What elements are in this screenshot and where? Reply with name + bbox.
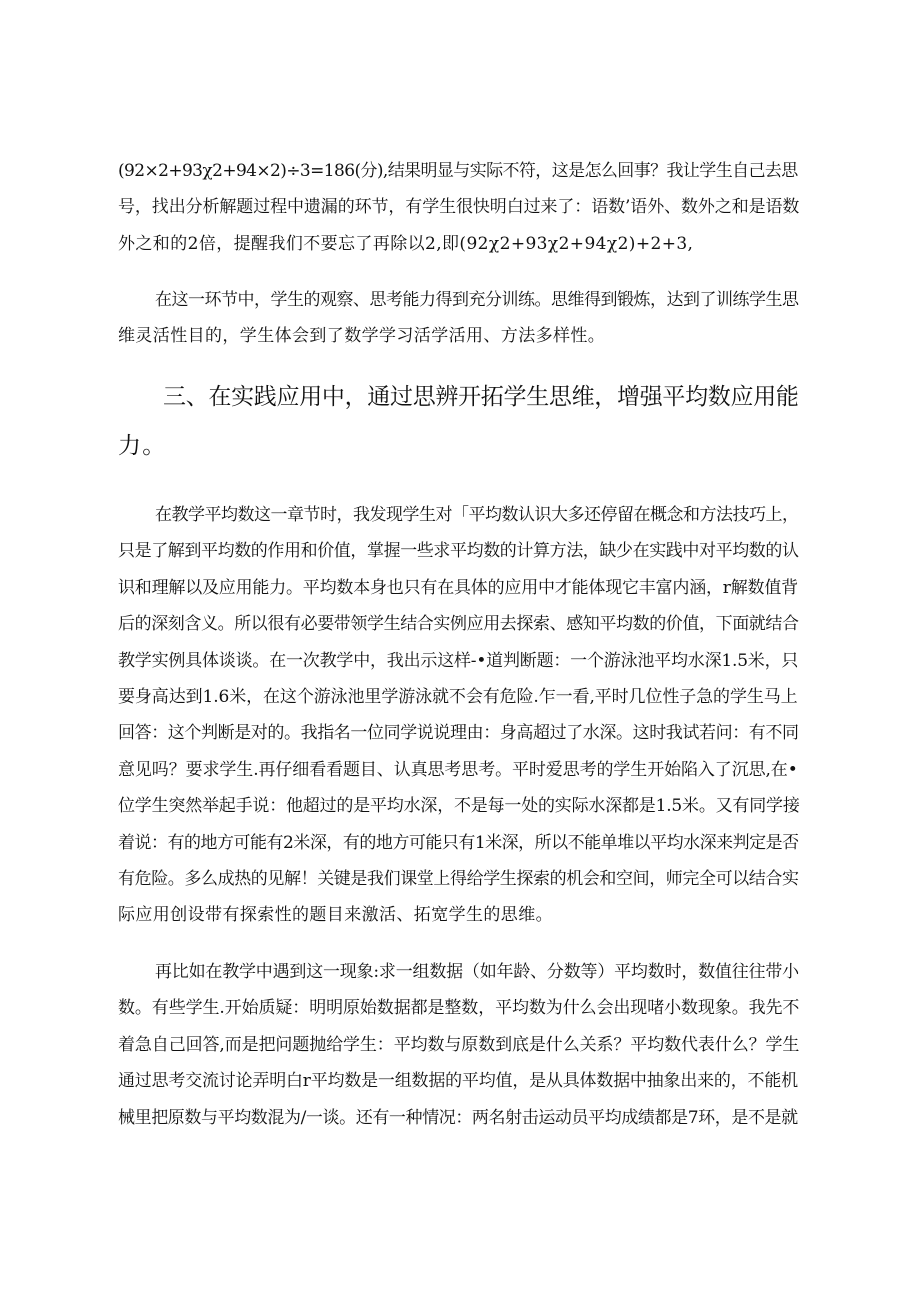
text-line: 械里把原数与平均数混为/一谈。还有一种情况：两名射击运动员平均成绩都是7环，是不是就 — [118, 1108, 798, 1128]
text-line: 着说：有的地方可能有2米深，有的地方可能只有1米深，所以不能单堆以平均水深来判定是否 — [118, 833, 799, 853]
text-line: 际应用创设带有探索性的题目来激活、拓宽学生的思维。 — [118, 905, 553, 925]
heading-line: 力。 — [118, 433, 167, 459]
text-line: 要身高达到1.6米，在这个游泳池里学游泳就不会有危险.乍一看,平时几位性子急的学生马上 — [118, 687, 798, 707]
text-line: 外之和的2倍，提醒我们不要忘了再除以2,即(92χ2+93χ2+94χ2)+2+3, — [118, 234, 694, 254]
text-line: 在教学平均数这一章节时，我发现学生对「平均数认识大多还停留在概念和方法技巧上， — [155, 505, 799, 525]
text-line: 识和理解以及应用能力。平均数本身也只有在具体的应用中才能体现它丰富内涵，r解数值背 — [118, 578, 798, 598]
text-line: 通过思考交流讨论弄明白r平均数是一组数据的平均值，是从具体数据中抽象出来的，不能机 — [118, 1071, 798, 1091]
text-line: 数。有些学生.开始质疑：明明原始数据都是整数，平均数为什么会出现啫小数现象。我先不 — [118, 998, 800, 1018]
text-line: 维灵活性目的，学生体会到了数学学习活学活用、方法多样性。 — [118, 326, 606, 346]
text-line: 号，找出分析解题过程中遗漏的环节，有学生很快明白过来了：语数’语外、数外之和是语数 — [118, 197, 800, 217]
text-line: 教学实例具体谈谈。在一次教学中，我出示这样-•道判断题：一个游泳池平均水深1.5米，只 — [118, 651, 799, 671]
text-line: 有危险。多么成热的见解！关键是我们课堂上得给学生探索的机会和空间，师完全可以结合实 — [118, 869, 799, 889]
text-line: 位学生突然举起手说：他超过的是平均水深，不是每一处的实际水深都是1.5米。又有同学接 — [118, 796, 800, 816]
text-line: 回答：这个判断是对的。我指名一位同学说说理由：身高超过了水深。这时我试若问：有不同 — [118, 723, 799, 743]
text-line: (92×2+93χ2+94×2)÷3=186(分),结果明显与实际不符，这是怎么回事？我让学生自己去思 — [118, 161, 798, 181]
text-line: 后的深刻含义。所以很有必要带领学生结合实例应用去探索、感知平均数的价值，下面就结合 — [118, 614, 799, 634]
text-line: 在这一环节中，学生的观察、思考能力得到充分训练。思维得到锻炼，达到了训练学生思 — [155, 290, 799, 310]
text-line: 着急自己回答,而是把问题抛给学生：平均数与原数到底是什么关系？平均数代表什么？学生 — [118, 1035, 800, 1055]
heading-line: 三、在实践应用中，通过思辨开拓学生思维，增强平均数应用能 — [163, 384, 799, 410]
text-line: 只是了解到平均数的作用和价值，掌握一些求平均数的计算方法，缺少在实践中对平均数的认 — [118, 541, 799, 561]
text-line: 再比如在教学中遇到这一现象:求一组数据（如年龄、分数等）平均数时，数值往往带小 — [155, 962, 799, 982]
text-line: 意见吗？要求学生.再仔细看看题目、认真思考思考。平时爱思考的学生开始陷入了沉思,在• — [118, 760, 798, 780]
